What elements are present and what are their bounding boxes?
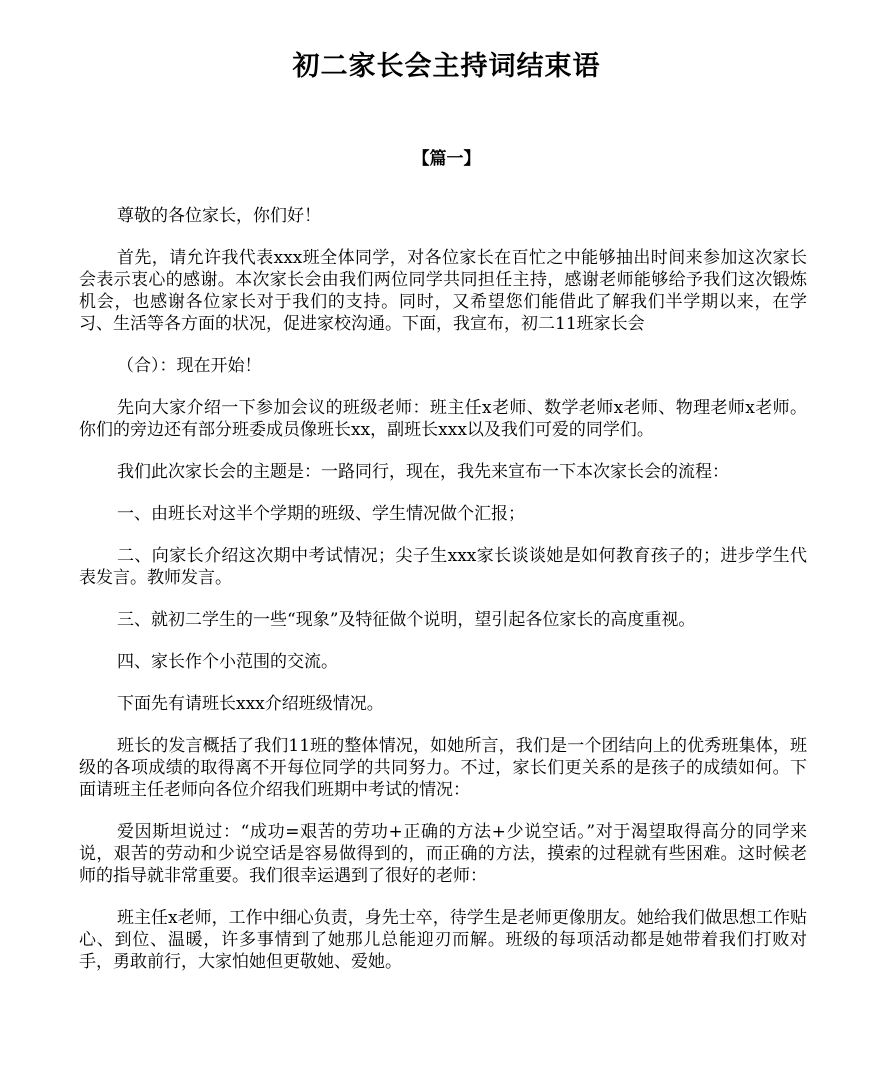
paragraph-agenda-2: 二、向家长介绍这次期中考试情况；尖子生xxx家长谈谈她是如何教育孩子的；进步学生代表发言。教师发言。 <box>79 546 807 588</box>
paragraph-intro: 首先，请允许我代表xxx班全体同学，对各位家长在百忙之中能够抽出时间来参加这次家长会表示衷心的感谢。本次家长会由我们两位同学共同担任主持，感谢老师能够给予我们这次锻炼机会，也感谢各位家长对于我们的支持。同时，又希望您们能借此了解我们半学期以来，在学习、生活等各方面的状况，促进家校沟通。下面，我宣布，初二11班家长会 <box>79 248 807 334</box>
paragraph-agenda-4: 四、家长作个小范围的交流。 <box>117 652 338 672</box>
paragraph-class-summary: 班长的发言概括了我们11班的整体情况，如她所言，我们是一个团结向上的优秀班集体，班级的各项成绩的取得离不开每位同学的共同努力。不过，家长们更关系的是孩子的成绩如何。下面请班主任老师向各位介绍我们班期中考试的情况： <box>79 736 807 800</box>
paragraph-start: （合）：现在开始！ <box>117 356 262 376</box>
paragraph-agenda-3: 三、就初二学生的一些“现象”及特征做个说明，望引起各位家长的高度重视。 <box>117 610 696 630</box>
paragraph-einstein-quote: 爱因斯坦说过：“成功=艰苦的劳功+正确的方法+少说空话。”对于渴望取得高分的同学来说，艰苦的劳动和少说空话是容易做得到的，而正确的方法，摸索的过程就有些困难。这时候老师的指导就非常重要。我们很幸运遇到了很好的老师： <box>79 822 807 886</box>
paragraph-monitor-report: 下面先有请班长xxx介绍班级情况。 <box>117 694 384 714</box>
paragraph-theme: 我们此次家长会的主题是：一路同行，现在，我先来宣布一下本次家长会的流程： <box>117 462 729 482</box>
paragraph-agenda-1: 一、由班长对这半个学期的班级、学生情况做个汇报； <box>117 504 525 524</box>
section-heading: 【篇一】 <box>412 149 481 169</box>
paragraph-teachers: 先向大家介绍一下参加会议的班级老师：班主任x老师、数学老师x老师、物理老师x老师。你们的旁边还有部分班委成员像班长xx，副班长xxx以及我们可爱的同学们。 <box>79 398 807 440</box>
document-body <box>79 205 807 993</box>
paragraph-head-teacher: 班主任x老师，工作中细心负责，身先士卒，待学生是老师更像朋友。她给我们做思想工作贴心、到位、温暖，许多事情到了她那儿总能迎刃而解。班级的每项活动都是她带着我们打败对手，勇敢前行，大家怕她但更敬她、爱她。 <box>79 908 807 972</box>
paragraph-greeting: 尊敬的各位家长，你们好！ <box>117 206 321 226</box>
document-title: 初二家长会主持词结束语 <box>292 51 601 82</box>
